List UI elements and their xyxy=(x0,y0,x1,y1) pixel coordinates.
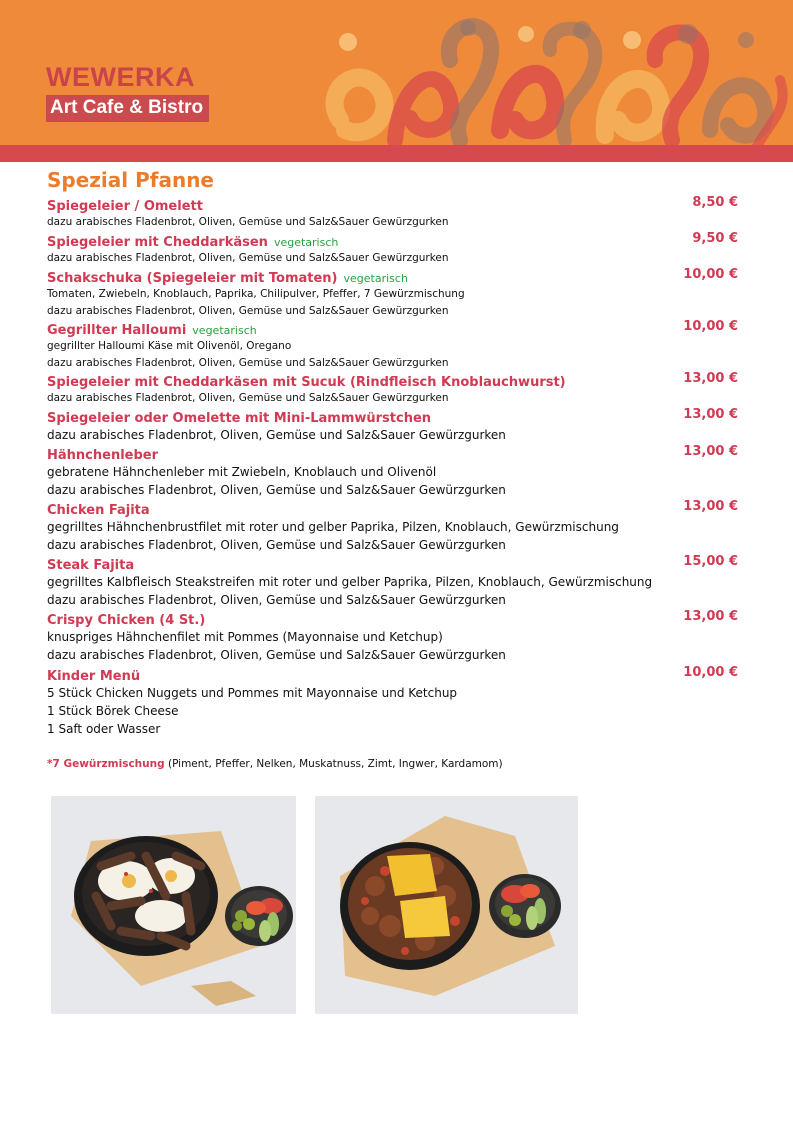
header-band xyxy=(0,145,793,162)
item-description: dazu arabisches Fladenbrot, Oliven, Gemüse und Salz&Sauer Gewürzgurken xyxy=(47,648,506,662)
menu-item xyxy=(47,554,738,609)
item-description: gegrillter Halloumi Käse mit Olivenöl, Oregano xyxy=(47,340,292,352)
menu-item xyxy=(47,665,738,738)
menu-item xyxy=(47,609,738,664)
item-description: dazu arabisches Fladenbrot, Oliven, Gemüse und Salz&Sauer Gewürzgurken xyxy=(47,483,506,497)
menu-item xyxy=(47,231,738,267)
footnote-key: *7 Gewürzmischung xyxy=(47,758,165,770)
menu-item xyxy=(47,267,738,320)
footnote-text: (Piment, Pfeffer, Nelken, Muskatnuss, Zimt, Ingwer, Kardamom) xyxy=(167,758,503,770)
item-description: dazu arabisches Fladenbrot, Oliven, Gemüse und Salz&Sauer Gewürzgurken xyxy=(47,428,506,442)
dish-photo-sausage-eggs xyxy=(51,796,296,1014)
section-title: Spezial Pfanne xyxy=(47,168,214,192)
item-name: Gegrillter Halloumi xyxy=(47,323,187,338)
item-description: dazu arabisches Fladenbrot, Oliven, Gemüse und Salz&Sauer Gewürzgurken xyxy=(47,305,449,317)
item-name: Spiegeleier / Omelett xyxy=(47,199,203,214)
item-name: Hähnchenleber xyxy=(47,448,159,463)
item-price: 10,00 € xyxy=(683,267,738,282)
item-description: 5 Stück Chicken Nuggets und Pommes mit Mayonnaise und Ketchup xyxy=(47,686,458,700)
item-description: 1 Saft oder Wasser xyxy=(47,722,161,736)
item-name: Kinder Menü xyxy=(47,669,141,684)
item-name: Spiegeleier mit Cheddarkäsen mit Sucuk (Rindfleisch Knoblauchwurst) xyxy=(47,375,566,390)
item-name: Spiegeleier oder Omelette mit Mini-Lammwürstchen xyxy=(47,411,432,426)
menu-item xyxy=(47,319,738,372)
item-price: 13,00 € xyxy=(683,371,738,386)
item-price: 10,00 € xyxy=(683,319,738,334)
item-description: knuspriges Hähnchenfilet mit Pommes (Mayonnaise und Ketchup) xyxy=(47,630,443,644)
item-price: 13,00 € xyxy=(683,444,738,459)
item-description: dazu arabisches Fladenbrot, Oliven, Gemüse und Salz&Sauer Gewürzgurken xyxy=(47,392,449,404)
item-description: dazu arabisches Fladenbrot, Oliven, Gemüse und Salz&Sauer Gewürzgurken xyxy=(47,216,449,228)
item-name: Schakschuka (Spiegeleier mit Tomaten) xyxy=(47,271,338,286)
item-description: dazu arabisches Fladenbrot, Oliven, Gemüse und Salz&Sauer Gewürzgurken xyxy=(47,252,449,264)
item-name: Chicken Fajita xyxy=(47,503,150,518)
item-description: dazu arabisches Fladenbrot, Oliven, Gemüse und Salz&Sauer Gewürzgurken xyxy=(47,593,506,607)
item-price: 13,00 € xyxy=(683,499,738,514)
item-price: 10,00 € xyxy=(683,665,738,680)
dish-photo-fajita xyxy=(315,796,578,1014)
item-description: gegrilltes Hähnchenbrustfilet mit roter und gelber Paprika, Pilzen, Knoblauch, Gewürzmischung xyxy=(47,520,619,534)
vegetarian-badge: vegetarisch xyxy=(192,324,257,337)
item-description: Tomaten, Zwiebeln, Knoblauch, Paprika, Chilipulver, Pfeffer, 7 Gewürzmischung xyxy=(47,288,465,300)
item-description: gebratene Hähnchenleber mit Zwiebeln, Knoblauch und Olivenöl xyxy=(47,465,437,479)
item-description: gegrilltes Kalbfleisch Steakstreifen mit roter und gelber Paprika, Pilzen, Knoblauch, Gewürzmischung xyxy=(47,575,653,589)
item-name: Spiegeleier mit Cheddarkäsen xyxy=(47,235,268,250)
menu-item xyxy=(47,371,738,407)
item-price: 15,00 € xyxy=(683,554,738,569)
item-description: dazu arabisches Fladenbrot, Oliven, Gemüse und Salz&Sauer Gewürzgurken xyxy=(47,538,506,552)
item-price: 13,00 € xyxy=(683,609,738,624)
item-description: 1 Stück Börek Cheese xyxy=(47,704,179,718)
item-name: Steak Fajita xyxy=(47,558,135,573)
calligraphy-decoration xyxy=(300,0,793,162)
item-price: 13,00 € xyxy=(683,407,738,422)
brand-name: WEWERKA xyxy=(46,62,195,92)
vegetarian-badge: vegetarisch xyxy=(273,236,339,249)
item-price: 9,50 € xyxy=(692,231,738,246)
menu-item xyxy=(47,195,738,231)
item-name: Crispy Chicken (4 St.) xyxy=(47,613,206,628)
menu-item xyxy=(47,444,738,499)
spice-footnote xyxy=(47,758,503,770)
item-price: 8,50 € xyxy=(692,195,738,210)
menu-item xyxy=(47,499,738,554)
vegetarian-badge: vegetarisch xyxy=(343,272,408,285)
page-header xyxy=(0,0,793,162)
brand-subtitle: Art Cafe & Bistro xyxy=(46,95,209,122)
menu-item xyxy=(47,407,738,444)
item-description: dazu arabisches Fladenbrot, Oliven, Gemüse und Salz&Sauer Gewürzgurken xyxy=(47,357,449,369)
